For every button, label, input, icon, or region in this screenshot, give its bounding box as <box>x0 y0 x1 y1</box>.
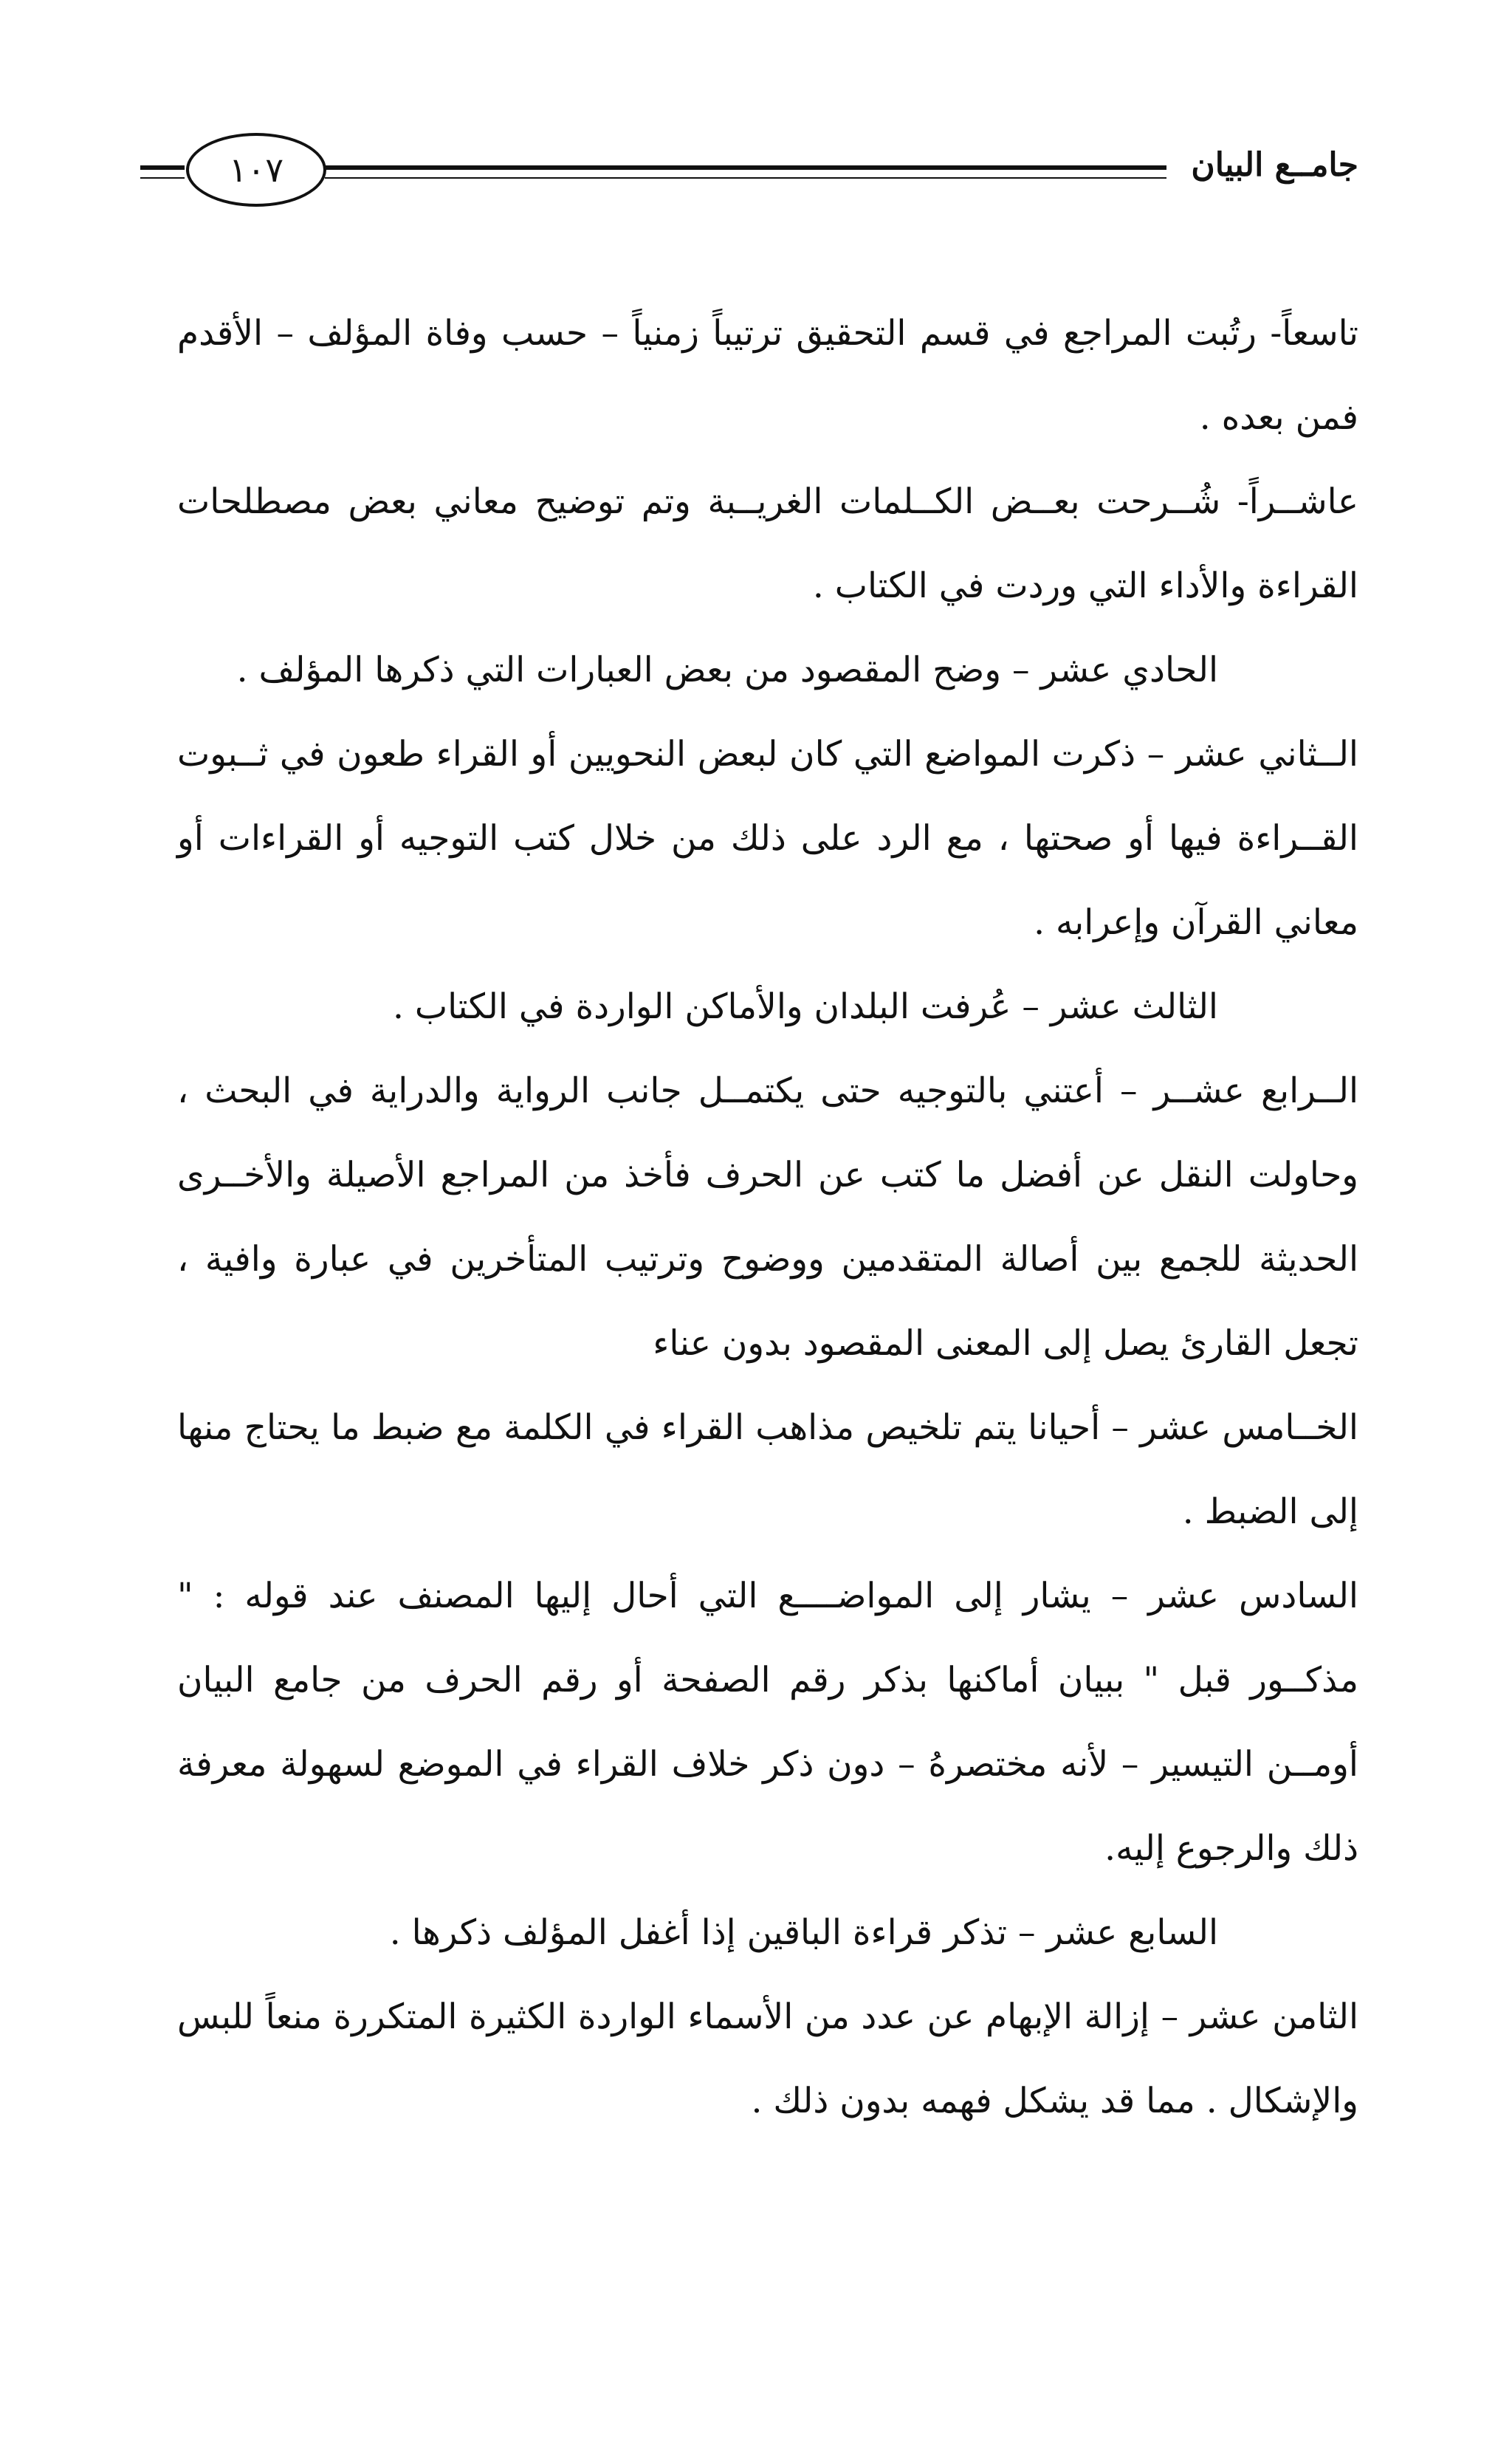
header-rule <box>325 165 1166 170</box>
page-number-oval <box>186 133 326 207</box>
paragraph-18: الثامن عشر – إزالة الإبهام عن عدد من الأسماء الواردة الكثيرة المتكررة منعاً للبس والإشكال . مما قد يشكل فهمه بدون ذلك . <box>177 1997 1358 2121</box>
header-rule-left-thin <box>140 177 185 179</box>
paragraph-17: السابع عشر – تذكر قراءة الباقين إذا أغفل المؤلف ذكرها . <box>389 1912 1218 1953</box>
paragraph-9: تاسعاً- رتُبت المراجع في قسم التحقيق ترتيباً زمنياً – حسب وفاة المؤلف – الأقدم فمن بعده . <box>177 313 1358 438</box>
paragraph-13: الثالث عشر – عُرفت البلدان والأماكن الواردة في الكتاب . <box>392 986 1218 1027</box>
running-title: جامــع البيان <box>1174 146 1358 184</box>
paragraph-11: الحادي عشر – وضح المقصود من بعض العبارات التي ذكرها المؤلف . <box>236 650 1218 690</box>
header-rule-thin <box>325 177 1166 179</box>
paragraph-15: الخــامس عشر – أحيانا يتم تلخيص مذاهب القراء في الكلمة مع ضبط ما يحتاج منها إلى الضبط . <box>177 1407 1358 1532</box>
page-header <box>140 133 1358 214</box>
page-body <box>177 292 1358 2143</box>
header-rule-left <box>140 165 185 170</box>
paragraph-14: الــرابع عشــر – أعتني بالتوجيه حتى يكتمــل جانب الرواية والدراية في البحث ، وحاولت النقل عن أفضل ما كتب عن الحرف فأخذ من المراجع الأصيلة والأخــرى الحديثة للجمع بين أصالة المتقدمين ووضوح وترتيب المتأخرين في عبارة وافية ، تجعل القارئ يصل إلى المعنى المقصود بدون عناء <box>177 1071 1358 1364</box>
page-number: ١٠٧ <box>228 150 284 190</box>
paragraph-16: السادس عشر – يشار إلى المواضــــع التي أحال إليها المصنف عند قوله : " مذكــور قبل " ببيان أماكنها بذكر رقم الصفحة أو رقم الحرف من جامع البيان أومــن التيسير – لأنه مختصرهُ – دون ذكر خلاف القراء في الموضع لسهولة معرفة ذلك والرجوع إليه. <box>177 1576 1358 1869</box>
paragraph-10: عاشــراً- شُــرحت بعــض الكــلمات الغريــبة وتم توضيح معاني بعض مصطلحات القراءة والأداء التي وردت في الكتاب . <box>177 481 1358 606</box>
paragraph-12: الــثاني عشر – ذكرت المواضع التي كان لبعض النحويين أو القراء طعون في ثــبوت القــراءة فيها أو صحتها ، مع الرد على ذلك من خلال كتب التوجيه أو القراءات أو معاني القرآن وإعرابه . <box>177 734 1358 943</box>
